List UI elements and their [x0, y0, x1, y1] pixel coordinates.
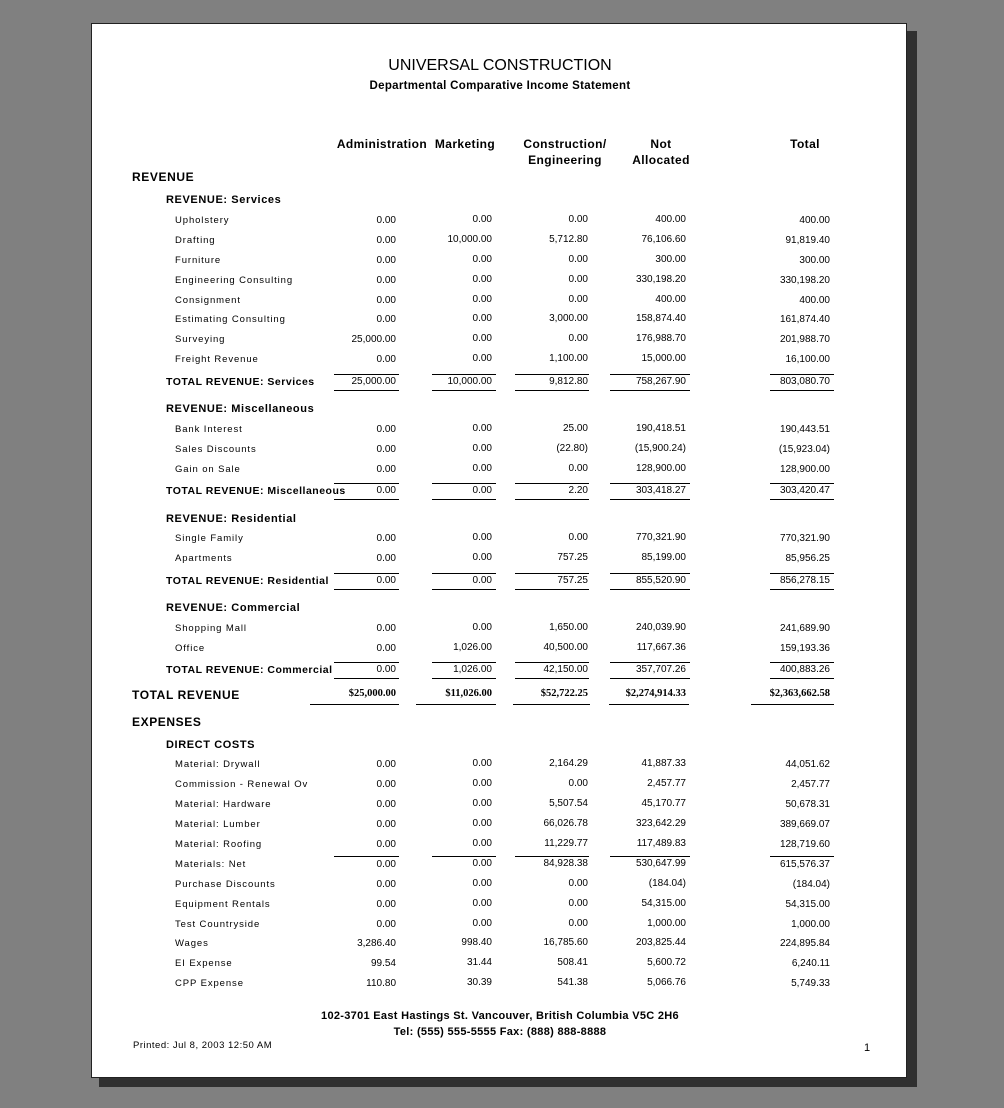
line-item-label: Upholstery [175, 215, 230, 226]
line-item-value: 0.00 [472, 254, 492, 265]
line-item-value: 0.00 [472, 778, 492, 789]
line-item-value: 5,749.33 [791, 978, 830, 989]
line-item-label: CPP Expense [175, 978, 244, 989]
line-item-value: 15,000.00 [641, 353, 686, 364]
line-item-value: 323,642.29 [635, 818, 686, 829]
line-item-value: 0.00 [376, 623, 396, 634]
line-item-value: 389,669.07 [779, 819, 830, 830]
line-item-value: 0.00 [568, 214, 588, 225]
line-item-value: 5,507.54 [549, 798, 588, 809]
line-item-value: 2,457.77 [647, 778, 686, 789]
line-item-value: 0.00 [472, 313, 492, 324]
total-row-value: 0.00 [376, 485, 396, 496]
grand-total-rule [751, 704, 834, 705]
line-item-value: 54,315.00 [785, 899, 830, 910]
line-item-value: 0.00 [472, 878, 492, 889]
line-item-value: 50,678.31 [785, 799, 830, 810]
line-item-value: 240,039.90 [635, 622, 686, 633]
subtotal-rule [770, 856, 834, 857]
grand-total-rule [310, 704, 399, 705]
line-item-value: 0.00 [472, 214, 492, 225]
line-item-label: Freight Revenue [175, 354, 259, 365]
line-item-label: Material: Roofing [175, 839, 263, 850]
line-item-value: (15,923.04) [778, 444, 830, 455]
total-rule-under [610, 678, 690, 679]
column-header-administration: Administration [336, 137, 428, 151]
total-rule-under [610, 589, 690, 590]
subtotal-rule [334, 856, 399, 857]
line-item-value: 0.00 [568, 294, 588, 305]
total-row-value: 303,418.27 [635, 485, 686, 496]
column-header-construction-engineering: Construction/ Engineering [523, 137, 607, 167]
line-item-label: Furniture [175, 255, 222, 266]
line-item-value: 241,689.90 [779, 623, 830, 634]
total-row-label: TOTAL REVENUE: Residential [166, 575, 329, 587]
line-item-value: 66,026.78 [543, 818, 588, 829]
line-item-label: Engineering Consulting [175, 275, 294, 286]
line-item-value: 0.00 [472, 818, 492, 829]
total-rule-under [334, 589, 399, 590]
line-item-value: 0.00 [472, 274, 492, 285]
total-row-label: TOTAL REVENUE: Commercial [166, 664, 333, 676]
total-row-value: 303,420.47 [779, 485, 830, 496]
report-title: Departmental Comparative Income Statement [369, 80, 631, 92]
total-rule-over [610, 483, 690, 484]
line-item-label: Office [175, 643, 206, 654]
printed-timestamp: Printed: Jul 8, 2003 12:50 AM [133, 1040, 273, 1051]
line-item-value: 0.00 [376, 919, 396, 930]
line-item-value: 2,164.29 [549, 758, 588, 769]
line-item-value: 0.00 [376, 779, 396, 790]
report-page [91, 23, 907, 1078]
total-rule-over [610, 573, 690, 574]
line-item-value: 76,106.60 [641, 234, 686, 245]
column-header-total: Total [790, 137, 820, 151]
line-item-value: 300.00 [655, 254, 686, 265]
line-item-value: 11,229.77 [544, 838, 588, 849]
line-item-value: (184.04) [792, 879, 830, 890]
total-rule-over [515, 374, 589, 375]
line-item-value: 0.00 [376, 424, 396, 435]
total-rule-under [432, 589, 496, 590]
line-item-value: 54,315.00 [641, 898, 686, 909]
line-item-value: 300.00 [799, 255, 830, 266]
line-item-value: 1,100.00 [549, 353, 588, 364]
grand-total-row-value: $11,026.00 [445, 688, 492, 699]
total-rule-under [334, 678, 399, 679]
total-rule-over [334, 483, 399, 484]
line-item-value: 0.00 [376, 759, 396, 770]
line-item-value: 25,000.00 [351, 334, 396, 345]
grand-total-rule [416, 704, 496, 705]
line-item-value: 0.00 [376, 295, 396, 306]
line-item-label: Bank Interest [175, 424, 243, 435]
line-item-value: 508.41 [557, 957, 588, 968]
line-item-value: 0.00 [472, 443, 492, 454]
line-item-value: 224,895.84 [779, 938, 830, 949]
line-item-value: 0.00 [376, 255, 396, 266]
page-number: 1 [864, 1042, 871, 1054]
line-item-value: 1,000.00 [791, 919, 830, 930]
total-rule-under [770, 390, 834, 391]
column-header-not-allocated: Not Allocated [632, 137, 690, 167]
total-rule-over [334, 662, 399, 663]
line-item-value: 757.25 [557, 552, 588, 563]
line-item-value: 1,026.00 [453, 642, 492, 653]
grand-total-row-label: TOTAL REVENUE [132, 688, 240, 702]
total-row-value: 10,000.00 [447, 376, 492, 387]
line-item-value: 3,000.00 [549, 313, 588, 324]
line-item-value: 3,286.40 [357, 938, 396, 949]
total-row-value: 9,812.80 [549, 376, 588, 387]
line-item-value: 25.00 [562, 423, 588, 434]
line-item-value: 0.00 [568, 274, 588, 285]
total-rule-over [432, 374, 496, 375]
total-row-label: TOTAL REVENUE: Miscellaneous [166, 485, 346, 497]
grand-total-rule [609, 704, 689, 705]
line-item-value: 99.54 [370, 958, 396, 969]
line-item-value: 0.00 [472, 898, 492, 909]
line-item-value: 0.00 [376, 553, 396, 564]
total-rule-under [515, 589, 589, 590]
total-rule-under [610, 390, 690, 391]
line-item-value: 0.00 [568, 878, 588, 889]
line-item-value: 0.00 [472, 758, 492, 769]
subtotal-row-label: Materials: Net [175, 859, 247, 870]
total-rule-under [334, 390, 399, 391]
line-item-value: 0.00 [472, 622, 492, 633]
group-heading: REVENUE: Residential [166, 513, 297, 525]
subtotal-rule [515, 856, 589, 857]
total-row-value: 1,026.00 [453, 664, 492, 675]
total-row-value: 0.00 [376, 664, 396, 675]
total-rule-under [610, 499, 690, 500]
line-item-value: 128,900.00 [779, 464, 830, 475]
line-item-value: 0.00 [376, 235, 396, 246]
line-item-value: 2,457.77 [791, 779, 830, 790]
line-item-value: 0.00 [472, 552, 492, 563]
subtotal-rule [610, 856, 690, 857]
total-rule-over [515, 483, 589, 484]
total-row-label: TOTAL REVENUE: Services [166, 376, 315, 388]
line-item-value: 5,066.76 [647, 977, 686, 988]
line-item-value: 0.00 [568, 532, 588, 543]
line-item-value: 400.00 [799, 295, 830, 306]
line-item-value: 770,321.90 [779, 533, 830, 544]
line-item-label: Material: Lumber [175, 819, 261, 830]
total-row-value: 855,520.90 [635, 575, 686, 586]
line-item-value: 16,100.00 [785, 354, 830, 365]
line-item-label: Sales Discounts [175, 444, 257, 455]
line-item-value: 0.00 [472, 838, 492, 849]
line-item-value: 0.00 [376, 643, 396, 654]
line-item-value: 45,170.77 [641, 798, 686, 809]
line-item-value: 44,051.62 [785, 759, 830, 770]
total-rule-over [770, 662, 834, 663]
grand-total-rule [513, 704, 590, 705]
grand-total-row-value: $52,722.25 [540, 688, 588, 699]
line-item-value: 0.00 [376, 215, 396, 226]
line-item-value: 0.00 [472, 798, 492, 809]
line-item-value: 117,667.36 [636, 642, 686, 653]
line-item-value: 16,785.60 [543, 937, 588, 948]
line-item-value: 110.80 [366, 978, 396, 989]
footer-phone: Tel: (555) 555-5555 Fax: (888) 888-8888 [393, 1026, 607, 1038]
line-item-value: 330,198.20 [635, 274, 686, 285]
total-rule-over [334, 374, 399, 375]
line-item-label: Wages [175, 938, 209, 949]
subtotal-row-value: 615,576.37 [779, 859, 830, 870]
line-item-value: 190,443.51 [779, 424, 830, 435]
total-row-value: 2.20 [568, 485, 588, 496]
line-item-label: Estimating Consulting [175, 314, 286, 325]
line-item-value: 770,321.90 [635, 532, 686, 543]
total-row-value: 856,278.15 [779, 575, 830, 586]
line-item-value: 0.00 [376, 275, 396, 286]
line-item-value: 128,719.60 [779, 839, 830, 850]
line-item-value: (15,900.24) [634, 443, 686, 454]
line-item-label: Single Family [175, 533, 244, 544]
line-item-value: 400.00 [655, 214, 686, 225]
line-item-value: 30.39 [466, 977, 492, 988]
total-rule-under [515, 390, 589, 391]
line-item-label: Material: Hardware [175, 799, 272, 810]
footer-address: 102-3701 East Hastings St. Vancouver, British Columbia V5C 2H6 [321, 1010, 679, 1022]
total-rule-over [770, 374, 834, 375]
line-item-value: 0.00 [568, 778, 588, 789]
line-item-value: 10,000.00 [447, 234, 492, 245]
line-item-label: Apartments [175, 553, 233, 564]
line-item-value: 40,500.00 [543, 642, 588, 653]
group-heading: REVENUE: Services [166, 194, 282, 206]
line-item-value: 6,240.11 [791, 958, 830, 969]
line-item-value: 41,887.33 [641, 758, 686, 769]
line-item-value: 1,000.00 [647, 918, 686, 929]
total-rule-over [610, 374, 690, 375]
line-item-value: 161,874.40 [779, 314, 830, 325]
line-item-label: Equipment Rentals [175, 899, 271, 910]
total-rule-over [515, 573, 589, 574]
line-item-value: 201,988.70 [779, 334, 830, 345]
line-item-value: 128,900.00 [635, 463, 686, 474]
line-item-value: 330,198.20 [779, 275, 830, 286]
total-rule-over [770, 573, 834, 574]
line-item-value: 190,418.51 [635, 423, 686, 434]
line-item-value: 0.00 [376, 314, 396, 325]
line-item-value: 0.00 [472, 463, 492, 474]
section-heading: REVENUE [132, 170, 195, 184]
total-rule-over [515, 662, 589, 663]
total-rule-under [770, 589, 834, 590]
grand-total-row-value: $25,000.00 [348, 688, 396, 699]
line-item-value: 0.00 [376, 879, 396, 890]
line-item-value: 0.00 [376, 444, 396, 455]
line-item-value: 0.00 [472, 294, 492, 305]
grand-total-row-value: $2,274,914.33 [625, 688, 686, 699]
line-item-value: 0.00 [568, 898, 588, 909]
subtotal-rule [432, 856, 496, 857]
total-row-value: 357,707.26 [635, 664, 686, 675]
total-rule-under [334, 499, 399, 500]
line-item-value: 0.00 [376, 819, 396, 830]
total-rule-over [770, 483, 834, 484]
column-header-marketing: Marketing [434, 137, 496, 151]
line-item-value: 85,956.25 [785, 553, 830, 564]
total-rule-under [770, 678, 834, 679]
section-heading: EXPENSES [132, 715, 202, 729]
total-row-value: 757.25 [557, 575, 588, 586]
line-item-value: 0.00 [376, 839, 396, 850]
line-item-value: (22.80) [556, 443, 588, 454]
total-row-value: 0.00 [472, 485, 492, 496]
line-item-value: 0.00 [472, 918, 492, 929]
line-item-value: 85,199.00 [641, 552, 686, 563]
total-rule-under [515, 499, 589, 500]
total-rule-under [432, 499, 496, 500]
line-item-value: 1,650.00 [549, 622, 588, 633]
line-item-value: 5,712.80 [549, 234, 588, 245]
total-rule-over [432, 573, 496, 574]
total-row-value: 0.00 [376, 575, 396, 586]
line-item-value: 0.00 [568, 333, 588, 344]
line-item-value: 91,819.40 [785, 235, 830, 246]
total-rule-under [515, 678, 589, 679]
group-heading: REVENUE: Miscellaneous [166, 403, 315, 415]
line-item-value: 0.00 [472, 532, 492, 543]
line-item-value: 400.00 [799, 215, 830, 226]
line-item-value: 0.00 [376, 464, 396, 475]
line-item-value: 0.00 [568, 463, 588, 474]
line-item-label: Test Countryside [175, 919, 261, 930]
subtotal-row-value: 84,928.38 [543, 858, 588, 869]
total-row-value: 25,000.00 [351, 376, 396, 387]
line-item-value: 0.00 [472, 333, 492, 344]
subtotal-row-value: 0.00 [376, 859, 396, 870]
line-item-value: 998.40 [461, 937, 492, 948]
line-item-value: 158,874.40 [635, 313, 686, 324]
line-item-value: 0.00 [376, 899, 396, 910]
group-heading: REVENUE: Commercial [166, 602, 301, 614]
group-heading: DIRECT COSTS [166, 739, 256, 751]
line-item-label: Purchase Discounts [175, 879, 276, 890]
total-rule-over [610, 662, 690, 663]
total-rule-under [432, 390, 496, 391]
line-item-value: 203,825.44 [635, 937, 686, 948]
line-item-value: 0.00 [376, 533, 396, 544]
line-item-label: Material: Drywall [175, 759, 261, 770]
grand-total-row-value: $2,363,662.58 [769, 688, 830, 699]
total-rule-under [432, 678, 496, 679]
company-name: UNIVERSAL CONSTRUCTION [388, 57, 612, 74]
line-item-value: 0.00 [376, 354, 396, 365]
line-item-value: 5,600.72 [647, 957, 686, 968]
line-item-value: 0.00 [376, 799, 396, 810]
line-item-label: Drafting [175, 235, 216, 246]
line-item-value: 117,489.83 [636, 838, 686, 849]
line-item-value: 176,988.70 [635, 333, 686, 344]
total-row-value: 758,267.90 [635, 376, 686, 387]
total-rule-over [432, 483, 496, 484]
line-item-value: 31.44 [466, 957, 492, 968]
line-item-label: Gain on Sale [175, 464, 241, 475]
line-item-value: (184.04) [648, 878, 686, 889]
line-item-label: Surveying [175, 334, 226, 345]
total-rule-over [432, 662, 496, 663]
line-item-value: 0.00 [568, 254, 588, 265]
total-rule-over [334, 573, 399, 574]
total-row-value: 42,150.00 [543, 664, 588, 675]
line-item-label: EI Expense [175, 958, 233, 969]
subtotal-row-value: 530,647.99 [635, 858, 686, 869]
line-item-value: 400.00 [655, 294, 686, 305]
line-item-value: 0.00 [472, 423, 492, 434]
subtotal-row-value: 0.00 [472, 858, 492, 869]
line-item-value: 541.38 [557, 977, 588, 988]
total-row-value: 0.00 [472, 575, 492, 586]
line-item-label: Commission - Renewal Ov [175, 779, 309, 790]
line-item-value: 159,193.36 [779, 643, 830, 654]
line-item-value: 0.00 [568, 918, 588, 929]
total-rule-under [770, 499, 834, 500]
total-row-value: 803,080.70 [779, 376, 830, 387]
line-item-label: Consignment [175, 295, 241, 306]
total-row-value: 400,883.26 [779, 664, 830, 675]
line-item-label: Shopping Mall [175, 623, 247, 634]
line-item-value: 0.00 [472, 353, 492, 364]
